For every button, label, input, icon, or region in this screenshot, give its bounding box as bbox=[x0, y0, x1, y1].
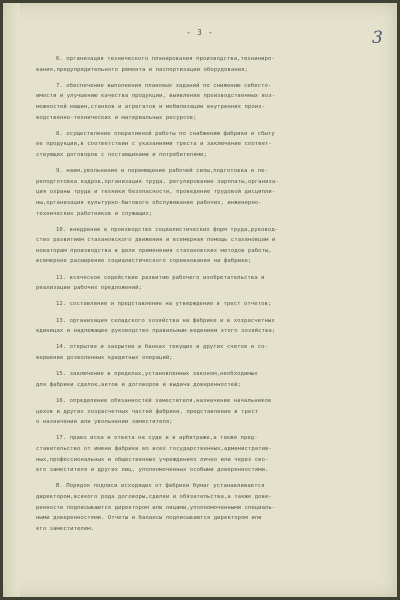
text-line: реализации рабочих предложений; bbox=[36, 285, 142, 292]
text-line: цехов и других хозрасчетных частей фабрики, представление в трест bbox=[36, 408, 259, 415]
text-line: ция охраны труда и техники безопасности, проведение трудовой дисципли- bbox=[36, 189, 276, 196]
folio-mark: 3 bbox=[372, 28, 383, 48]
text-line: ными доверенностями. Отчеты и балансы подписываются директором или bbox=[36, 515, 262, 522]
paragraph bbox=[36, 129, 374, 161]
paragraph bbox=[36, 273, 374, 294]
text-line: вания,предупредительного ремонта и паспортизации оборудования; bbox=[36, 66, 248, 73]
paragraph bbox=[36, 166, 374, 219]
text-line: 15. заключение в пределах,установленных законом,необходимых bbox=[56, 371, 258, 378]
text-line: водственно-технических и материальных ресурсов; bbox=[36, 114, 197, 121]
text-line: для фабрики сделок,актов и договоров и выдача доверенностей; bbox=[36, 381, 242, 388]
paragraph bbox=[36, 225, 374, 267]
text-line: о назначении или увольнении заместителя; bbox=[36, 419, 173, 426]
text-line: 6. организация технического планирования производства,техниниро- bbox=[56, 56, 275, 62]
text-line: ство развитием стахановского движения и всемерная помощь стахановцам и bbox=[36, 237, 276, 244]
paragraph bbox=[36, 299, 374, 310]
paragraph bbox=[36, 396, 374, 428]
text-line: имости и улучшению качества продукции, выявление производственных воз- bbox=[36, 93, 276, 100]
text-line: ных,профессиональных и общественных учреждениях лично или через сво- bbox=[36, 456, 269, 463]
text-line: можностей машин,станков и агрегатов и мобилизации внутренних произ- bbox=[36, 103, 265, 110]
paragraph bbox=[36, 342, 374, 363]
text-line: вершение дозволенных кредитных операций; bbox=[36, 355, 173, 361]
text-line: директором,всякого рода договоры,сделки и обязательства,а также дове- bbox=[36, 493, 272, 500]
text-line: ее продукции,в соответствии с указаниями треста и заключение соответ- bbox=[36, 141, 272, 148]
text-line: ствующих договоров с поставщиками и потребителями; bbox=[36, 151, 207, 158]
text-line: 10. внедрение в производство социалистических форм труда,руковод- bbox=[56, 226, 279, 233]
text-line: 7. обеспечение выполнения плановых заданий по снижению себесто- bbox=[56, 82, 272, 89]
text-line: ренности подписываются директором или лицами,уполномоченными специаль- bbox=[36, 504, 276, 511]
text-line: 9. наем,увольнение и перемещение рабочей силы,подготовка и пе- bbox=[56, 168, 268, 175]
text-line: 8. осуществление оперативной работы по снабжению фабрики и сбыту bbox=[56, 130, 275, 137]
page-number: - 3 - bbox=[186, 28, 214, 37]
text-line: ставительство от имени фабрики во всех государственных,административ- bbox=[36, 445, 272, 452]
text-line: технических работников и служащих; bbox=[36, 210, 153, 217]
text-line: его заместителем. bbox=[36, 525, 95, 532]
text-line: 11. всяческое содействие развитию рабочего изобретательства и bbox=[56, 274, 265, 281]
text-line: реподготовка кадров,организация труда, регулирование зарплаты,организа- bbox=[36, 178, 279, 185]
text-line: 16. определение обязанностей заместителя,назначение начальников bbox=[56, 397, 272, 404]
text-line: 17. право иска и ответа на суде и в арбитраже,а также пред- bbox=[56, 435, 258, 442]
text-line: его заместителя и других лиц, уполномоченных особыми доверенностями. bbox=[36, 467, 269, 474]
text-line: новаторам производства в деле применения стахановских методов работы, bbox=[36, 247, 272, 254]
text-line: 12. составление и представление на утверждение в трест отчетов; bbox=[56, 301, 272, 308]
paragraph bbox=[36, 81, 374, 123]
document-body bbox=[36, 54, 374, 540]
paragraph bbox=[36, 369, 374, 390]
text-line: ны,организация культурно-бытового обслуживания рабочих, инженерно- bbox=[36, 199, 262, 206]
paragraph bbox=[36, 481, 374, 534]
paragraph bbox=[36, 316, 374, 337]
text-line: 14. открытие и закрытие в банках текущих и других счетов и со- bbox=[56, 344, 268, 351]
text-line: всемерное расширение социалистического соревнования на фабрике; bbox=[36, 258, 252, 265]
text-line: 13. организация складского хозяйства на фабрике и в хозрасчетных bbox=[56, 317, 275, 324]
page-binding-edge bbox=[6, 3, 20, 597]
text-line: В. Порядок подписи исходящих от фабрики бумаг устанавливается bbox=[56, 483, 265, 490]
paragraph bbox=[36, 54, 374, 75]
paragraph bbox=[36, 433, 374, 475]
text-line: единицах и надлежащее руководство правильным ведением этого хозяйства; bbox=[36, 328, 276, 335]
